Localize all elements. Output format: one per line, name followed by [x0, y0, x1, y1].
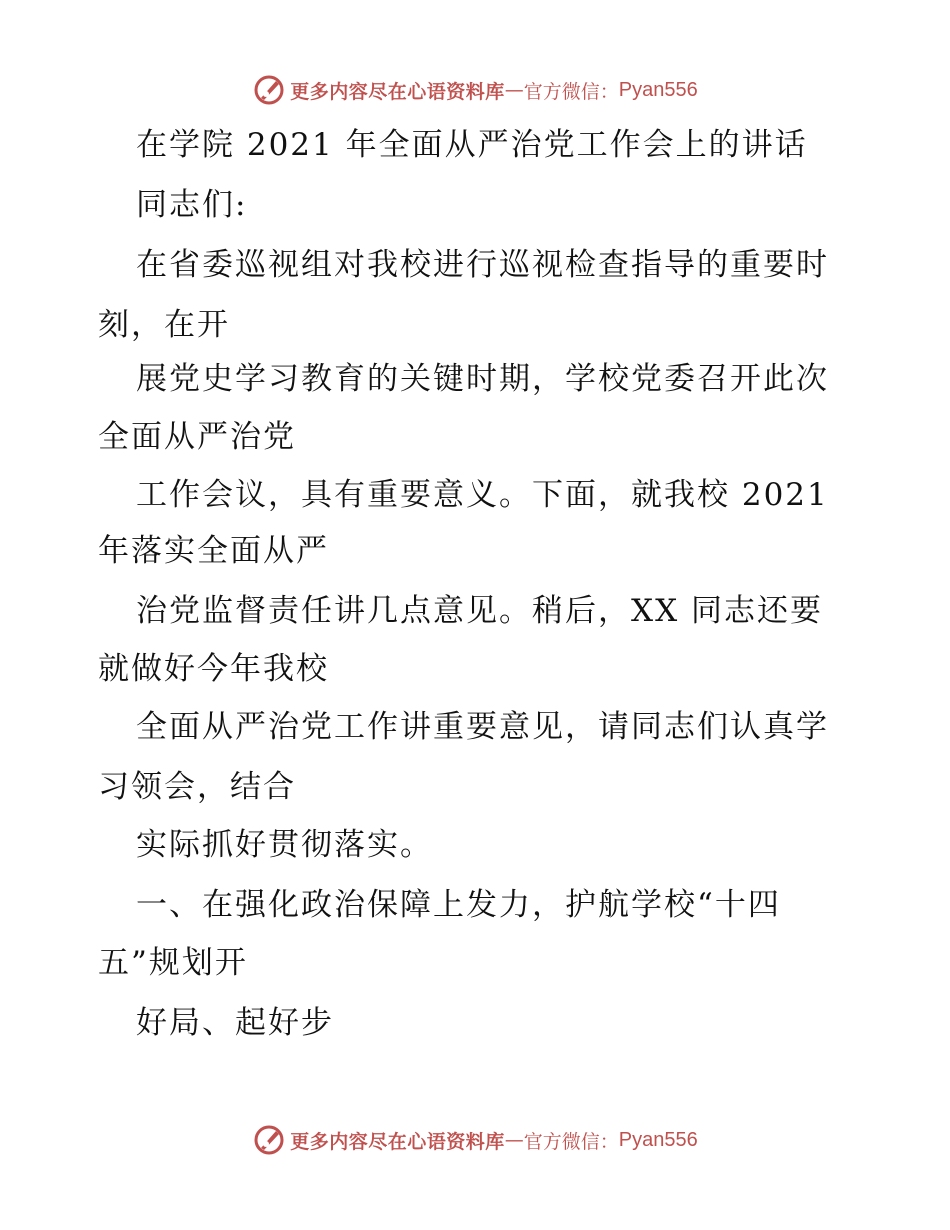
text-line: 展党史学习教育的关键时期，学校党委召开此次: [136, 361, 829, 397]
watermark-text: 更多内容尽在心语资料库: [290, 80, 505, 103]
text-line: 年落实全面从严: [98, 533, 329, 569]
watermark-wechat-id: Pyan556: [618, 78, 698, 101]
text-line: 就做好今年我校: [98, 651, 329, 687]
document-title: 在学院 2021 年全面从严治党工作会上的讲话: [136, 127, 808, 163]
watermark-wechat-id: Pyan556: [618, 1128, 698, 1151]
text-line: 工作会议，具有重要意义。下面，就我校 2021: [136, 477, 829, 513]
text-line: 一、在强化政治保障上发力，护航学校“十四: [136, 887, 781, 923]
watermark-dash: —: [504, 79, 524, 101]
header-watermark: [0, 70, 950, 110]
text-line: 同志们:: [136, 187, 248, 223]
text-line: 刻，在开: [98, 307, 230, 343]
quill-seal-icon: [252, 73, 286, 107]
watermark-text: 更多内容尽在心语资料库: [290, 1130, 505, 1153]
watermark-label: 官方微信：: [523, 80, 619, 103]
text-line: 全面从严治党: [98, 419, 296, 455]
text-line: 全面从严治党工作讲重要意见，请同志们认真学: [136, 709, 829, 745]
text-line: 治党监督责任讲几点意见。稍后，XX 同志还要: [136, 593, 823, 629]
text-line: 实际抓好贯彻落实。: [136, 827, 433, 863]
watermark-dash: —: [504, 1129, 524, 1151]
text-line: 好局、起好步: [136, 1005, 334, 1041]
text-line: 习领会，结合: [98, 769, 296, 805]
footer-watermark: [0, 1120, 950, 1160]
quill-seal-icon: [252, 1123, 286, 1157]
watermark-label: 官方微信：: [523, 1130, 619, 1153]
text-line: 在省委巡视组对我校进行巡视检查指导的重要时: [136, 247, 829, 283]
text-line: 五”规划开: [98, 945, 248, 981]
